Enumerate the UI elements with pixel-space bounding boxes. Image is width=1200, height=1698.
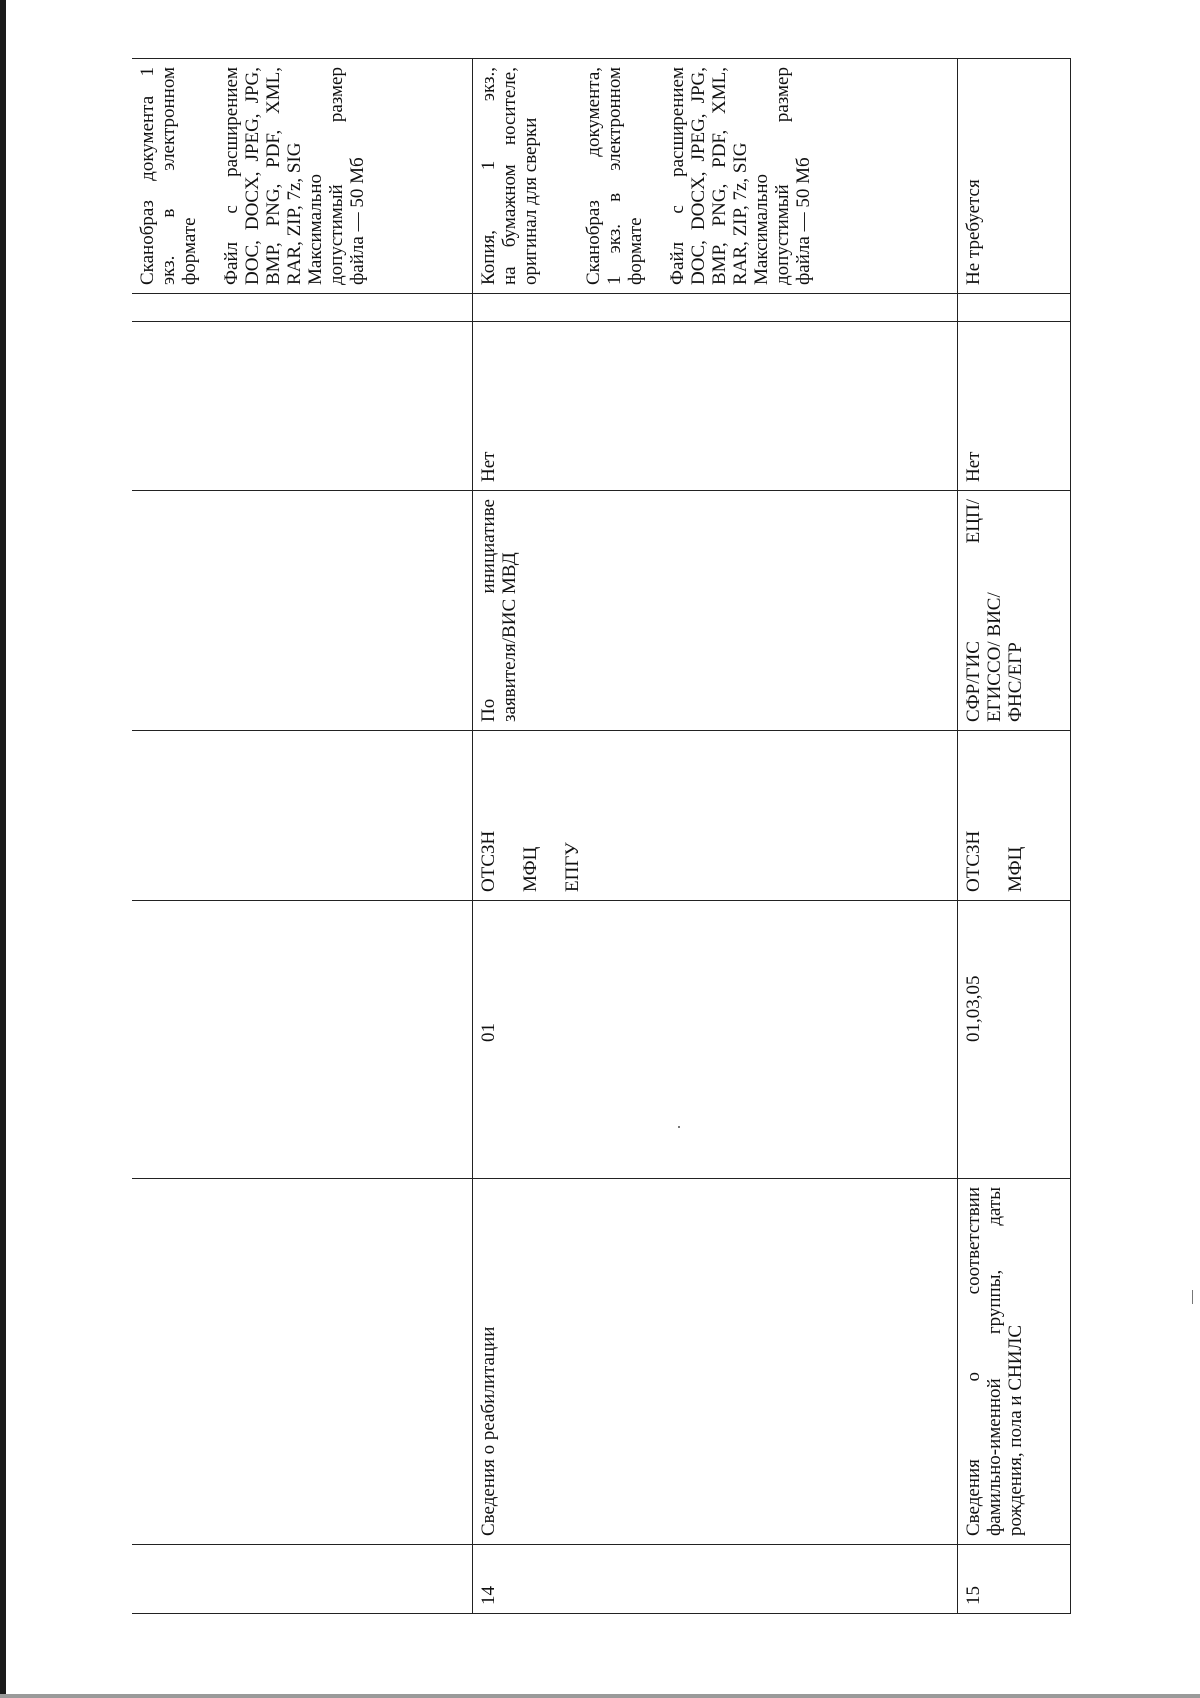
text-gap <box>562 67 583 285</box>
text-line: оригинал для сверки <box>519 117 541 285</box>
scan-bottom-edge <box>0 1694 1200 1698</box>
text-line: рождения, пола и СНИЛС <box>1004 1324 1026 1536</box>
place-item: ОТСЗН <box>962 830 984 892</box>
text-line: допустимый размер <box>771 67 793 285</box>
text-line: DOC, DOCX, JPEG, JPG, <box>687 67 709 285</box>
text-line: формате <box>179 217 200 285</box>
cell-source <box>132 491 472 731</box>
scan-left-edge <box>0 0 6 1698</box>
submission-place <box>472 731 957 901</box>
cell-form-gap <box>957 294 1070 322</box>
text-line: Сведения о соответствии <box>962 1187 984 1536</box>
place-item: ЕПГУ <box>561 842 583 892</box>
cell-name <box>132 1179 472 1545</box>
document-table <box>132 58 1071 1614</box>
text-line: Сканобраз документа, <box>582 67 604 285</box>
text-line: Сканобраз документа 1 <box>137 67 158 285</box>
table-row-15 <box>957 59 1070 1614</box>
code-value: 01 <box>477 1023 499 1042</box>
text-line: RAR, ZIP, 7z, SIG <box>729 142 751 285</box>
text-line: 1 экз. в электронном <box>603 67 625 285</box>
text-line: файла — 50 Мб <box>792 157 814 285</box>
document-form: Не требуется <box>957 59 1070 294</box>
text-gap <box>646 67 667 285</box>
place-item: МФЦ <box>1004 846 1026 892</box>
cell-form-gap <box>472 294 957 322</box>
text-line: на бумажном носителе, <box>498 67 520 285</box>
submission-place <box>957 731 1070 901</box>
row-number: 15 <box>957 1545 1070 1614</box>
place-item: МФЦ <box>519 846 541 892</box>
cell-code <box>132 901 472 1179</box>
text-line: заявителя/ВИС МВД <box>498 552 520 722</box>
category-code <box>472 901 957 1179</box>
text-gap <box>984 739 1005 892</box>
text-line: BMP, PNG, PDF, XML, <box>263 67 284 285</box>
text-line: DOC, DOCX, JPEG, JPG, <box>242 67 263 285</box>
rotated-page <box>132 59 1070 1614</box>
text-line: ФНС/ЕГР <box>1004 642 1026 722</box>
flag-value: Нет <box>472 322 957 491</box>
row-number: 14 <box>472 1545 957 1614</box>
text-line: Файл с расширением <box>221 67 242 285</box>
document-source <box>472 491 957 731</box>
text-line: СФР/ГИС ЕЦП/ <box>962 499 984 722</box>
text-line: Копия, 1 экз., <box>477 67 499 285</box>
text-line: формате <box>624 217 646 285</box>
cell-form <box>132 59 472 294</box>
document-form <box>472 59 957 294</box>
text-line: ЕГИССО/ ВИС/ <box>983 592 1005 722</box>
cell-place <box>132 731 472 901</box>
text-line: файла — 50 Мб <box>347 157 368 285</box>
text-line: фамильно-именной группы, даты <box>983 1187 1005 1536</box>
text-line: BMP, PNG, PDF, XML, <box>708 67 730 285</box>
document-name <box>957 1179 1070 1545</box>
cell-num <box>132 1545 472 1614</box>
cell-form-gap <box>132 294 472 322</box>
text-line: По инициативе <box>477 499 499 722</box>
scan-speck <box>1192 1290 1193 1304</box>
table-row-14 <box>472 59 957 1614</box>
text-line: RAR, ZIP, 7z, SIG <box>284 142 305 285</box>
document-name: Сведения о реабилитации <box>472 1179 957 1545</box>
flag-value: Нет <box>957 322 1070 491</box>
text-line: Файл с расширением <box>666 67 688 285</box>
code-value: 01,03,05 <box>962 975 984 1042</box>
text-line: допустимый размер <box>326 67 347 285</box>
document-source <box>957 491 1070 731</box>
text-gap <box>200 67 221 285</box>
cell-flag <box>132 322 472 491</box>
table-row-continued <box>132 59 472 1614</box>
text-line: Максимально <box>305 174 326 285</box>
text-line: экз. в электронном <box>158 67 179 285</box>
place-item: ОТСЗН <box>477 830 499 892</box>
text-gap <box>541 67 562 285</box>
category-code <box>957 901 1070 1179</box>
text-line: Максимально <box>750 174 772 285</box>
